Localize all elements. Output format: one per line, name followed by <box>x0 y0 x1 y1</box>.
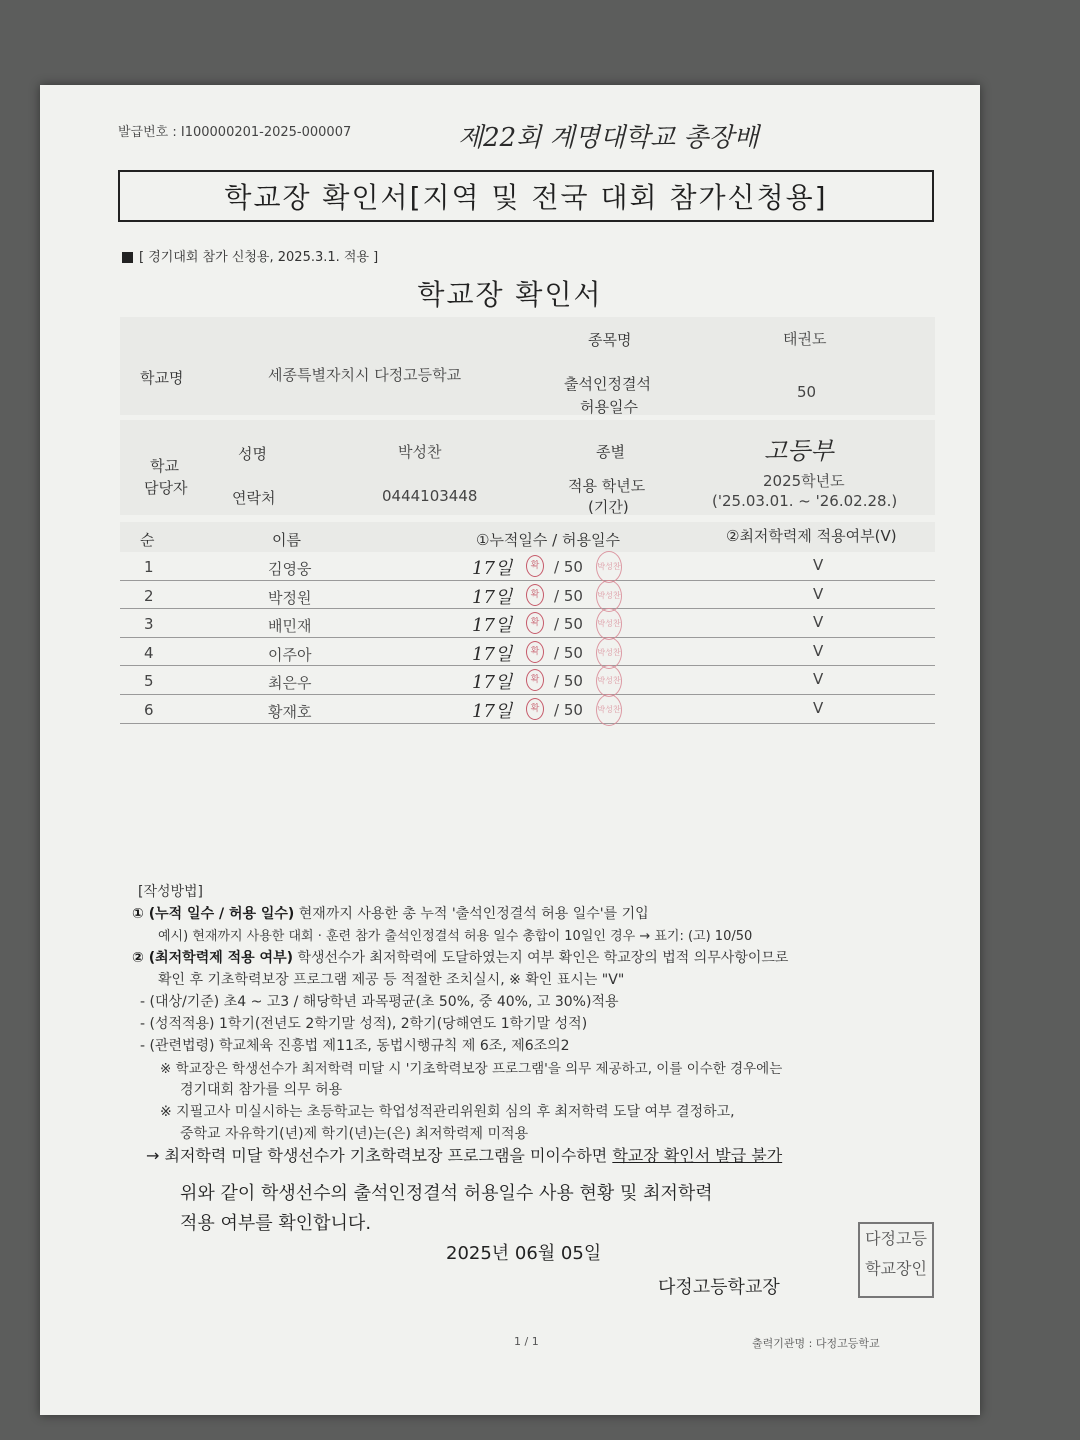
confirm-stamp-icon: 확 <box>526 584 544 606</box>
used-days-handwritten: 17일 <box>472 672 513 694</box>
teacher-seal-icon: 박성찬 <box>596 665 622 697</box>
year-label-1: 적용 학년도 <box>568 477 646 495</box>
division-value: 고등부 <box>764 437 834 465</box>
school-label: 학교명 <box>140 369 184 387</box>
allowed-days-label-2: 허용일수 <box>580 398 638 416</box>
main-title-box <box>118 170 934 222</box>
note-2-bold: ② (최저학력제 적용 여부) <box>132 950 293 966</box>
th-days: ①누적일수 / 허용일수 <box>476 531 620 549</box>
confirm-stamp-icon: 확 <box>526 698 544 720</box>
allowed-days: / 50 <box>554 615 583 634</box>
confirm-stamp-icon: 확 <box>526 612 544 634</box>
note-1 <box>132 903 649 923</box>
row-divider <box>120 665 935 666</box>
allowed-days: / 50 <box>554 672 583 691</box>
sport-label: 종목명 <box>588 331 632 349</box>
allowed-days-value: 50 <box>797 383 817 401</box>
note-2-text: 학생선수가 최저학력에 도달하였는지 여부 확인은 학교장의 법적 의무사항이므로 <box>297 950 789 966</box>
sport-value: 태권도 <box>783 330 827 348</box>
row-number: 5 <box>144 672 154 691</box>
student-name: 최은우 <box>268 674 312 693</box>
teacher-label-1: 학교 <box>150 457 179 475</box>
note-8-text: → 최저학력 미달 학생선수가 기초학력보장 프로그램을 미이수하면 <box>146 1146 613 1165</box>
issue-number: 발급번호 : I100000201-2025-000007 <box>118 125 352 140</box>
allowed-days: / 50 <box>554 586 583 605</box>
note-8 <box>146 1143 782 1166</box>
note-7b: 중학교 자유학기(년)제 학기(년)는(은) 최저학력제 미적용 <box>180 1126 529 1142</box>
th-name: 이름 <box>272 531 301 549</box>
note-1-example: 예시) 현재까지 사용한 대회 · 훈련 참가 출석인정결석 허용 일수 총합이 10일인 경우 → 표기: (고) 10/50 <box>158 929 753 944</box>
used-days-handwritten: 17일 <box>472 586 513 608</box>
note-4: - (성적적용) 1학기(전년도 2학기말 성적), 2학기(당해연도 1학기말 성적) <box>140 1016 588 1032</box>
seal-line-2: 학교장인 <box>865 1259 927 1278</box>
student-name: 이주아 <box>268 645 312 664</box>
notes-heading: [작성방법] <box>138 884 204 900</box>
teacher-seal-icon: 박성찬 <box>596 637 622 669</box>
note-2-text-2: 확인 후 기초학력보장 프로그램 제공 등 적절한 조치실시, ※ 확인 표시는 "V" <box>158 972 625 988</box>
school-seal-stamp <box>858 1222 934 1298</box>
used-days-handwritten: 17일 <box>472 701 513 722</box>
student-name: 황재호 <box>268 703 312 721</box>
min-academic-check: V <box>813 641 824 660</box>
min-academic-check: V <box>813 670 824 689</box>
student-name: 배민재 <box>268 617 312 636</box>
row-number: 4 <box>144 643 154 662</box>
allowed-days: / 50 <box>554 643 583 662</box>
document-page <box>40 85 980 1415</box>
used-days-handwritten: 17일 <box>472 615 513 637</box>
page-number: 1 / 1 <box>514 1335 539 1348</box>
row-divider <box>120 637 935 638</box>
name-value: 박성찬 <box>398 443 442 461</box>
used-days-handwritten: 17일 <box>472 558 513 579</box>
teacher-seal-icon: 박성찬 <box>596 608 622 640</box>
doc-title: 학교장 확인서 <box>417 278 603 311</box>
name-label: 성명 <box>238 445 267 463</box>
row-divider <box>120 723 935 724</box>
th-no: 순 <box>140 531 155 549</box>
note-1-bold: ① (누적 일수 / 허용 일수) <box>132 906 295 922</box>
handwritten-header: 제22회 계명대학교 총장배 <box>458 123 759 153</box>
min-academic-check: V <box>813 699 824 717</box>
note-1-text: 현재까지 사용한 총 누적 '출석인정결석 허용 일수'를 기입 <box>298 906 649 922</box>
contact-value: 0444103448 <box>382 487 478 505</box>
teacher-seal-icon: 박성찬 <box>596 551 622 583</box>
teacher-seal-icon: 박성찬 <box>596 694 622 726</box>
confirm-line-2: 적용 여부를 확인합니다. <box>180 1213 372 1234</box>
allowed-days: / 50 <box>554 701 583 719</box>
row-number: 6 <box>144 701 154 719</box>
confirm-stamp-icon: 확 <box>526 669 544 691</box>
student-name: 김영웅 <box>268 560 312 578</box>
min-academic-check: V <box>813 584 824 603</box>
period-value: ('25.03.01. ~ '26.02.28.) <box>712 492 898 510</box>
note-6b: 경기대회 참가를 의무 허용 <box>180 1082 343 1098</box>
applicability-line <box>122 246 378 265</box>
note-2 <box>132 947 788 967</box>
year-value: 2025학년도 <box>763 472 845 490</box>
applicability-text: [ 경기대회 참가 신청용, 2025.3.1. 적용 ] <box>139 250 379 265</box>
year-label-2: (기간) <box>588 498 629 516</box>
row-number: 2 <box>144 586 154 605</box>
row-number: 1 <box>144 558 154 576</box>
principal-name: 다정고등학교장 <box>658 1277 780 1298</box>
school-value: 세종특별자치시 다정고등학교 <box>268 366 462 384</box>
confirm-line-1: 위와 같이 학생선수의 출석인정결석 허용일수 사용 현황 및 최저학력 <box>180 1183 713 1204</box>
square-bullet-icon <box>122 252 133 263</box>
th-min-academic: ②최저학력제 적용여부(V) <box>726 527 897 545</box>
allowed-days-label-1: 출석인정결석 <box>564 375 651 393</box>
row-number: 3 <box>144 615 154 634</box>
footer-issuer: 출력기관명 : 다정고등학교 <box>752 1337 880 1350</box>
student-name: 박정원 <box>268 588 312 607</box>
min-academic-check: V <box>813 613 824 632</box>
contact-label: 연락처 <box>232 489 276 507</box>
issue-date: 2025년 06월 05일 <box>446 1243 602 1264</box>
confirm-stamp-icon: 확 <box>526 641 544 663</box>
confirm-stamp-icon: 확 <box>526 555 544 577</box>
main-title: 학교장 확인서[지역 및 전국 대회 참가신청용] <box>224 181 828 214</box>
note-8-underline: 학교장 확인서 발급 불가 <box>612 1146 783 1165</box>
row-divider <box>120 608 935 609</box>
row-divider <box>120 694 935 695</box>
teacher-seal-icon: 박성찬 <box>596 580 622 612</box>
min-academic-check: V <box>813 556 824 574</box>
seal-line-1: 다정고등 <box>865 1229 927 1248</box>
used-days-handwritten: 17일 <box>472 643 513 665</box>
note-3: - (대상/기준) 초4 ~ 고3 / 해당학년 과목평균(초 50%, 중 40%, 고 30%)적용 <box>140 994 619 1010</box>
division-label: 종별 <box>596 443 625 461</box>
allowed-days: / 50 <box>554 558 583 576</box>
row-divider <box>120 580 935 581</box>
note-7a: ※ 지필고사 미실시하는 초등학교는 학업성적관리위원회 심의 후 최저학력 도달 여부 결정하고, <box>160 1104 735 1120</box>
note-5: - (관련법령) 학교체육 진흥법 제11조, 동법시행규칙 제 6조, 제6조의2 <box>140 1038 570 1054</box>
note-6a: ※ 학교장은 학생선수가 최저학력 미달 시 '기초학력보장 프로그램'을 의무 제공하고, 이를 이수한 경우에는 <box>160 1061 783 1077</box>
teacher-label-2: 담당자 <box>144 479 188 497</box>
